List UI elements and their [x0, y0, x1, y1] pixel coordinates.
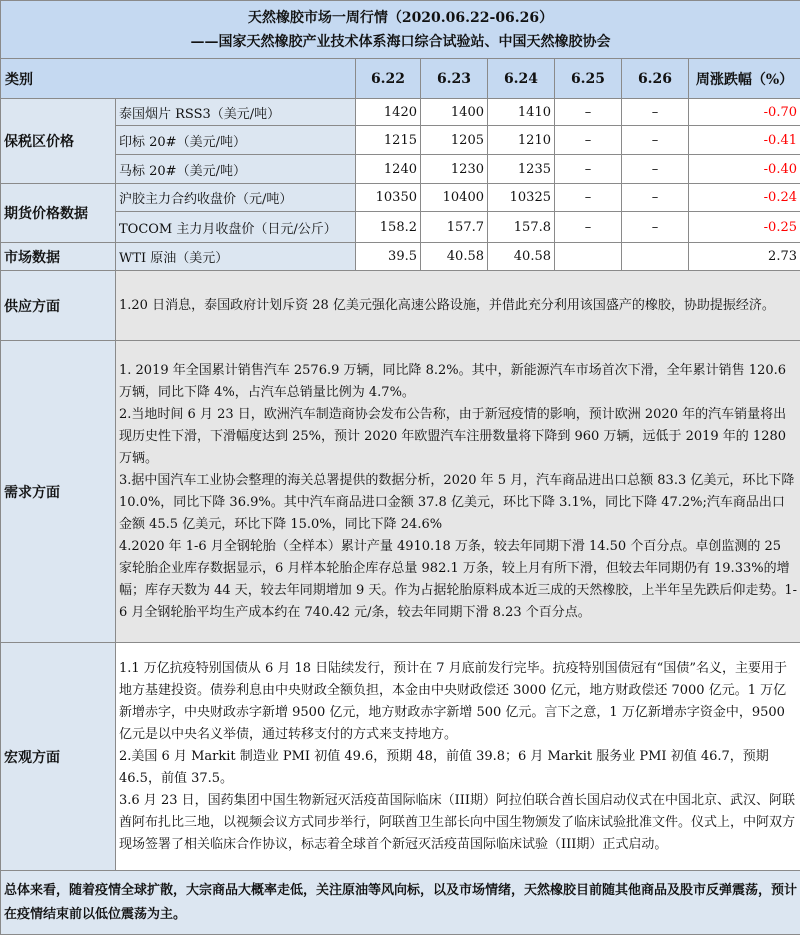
header-date: 6.26	[622, 59, 689, 99]
macro-row	[1, 643, 800, 871]
cell-change: -0.24	[689, 184, 800, 212]
cell-value: 10400	[421, 184, 488, 212]
section-futures: 期货价格数据	[1, 184, 116, 243]
cell-value: 10325	[488, 184, 555, 212]
header-date: 6.25	[555, 59, 622, 99]
cell-value	[555, 243, 622, 271]
demand-item: 1. 2019 年全国累计销售汽车 2576.9 万辆，同比降 8.2%。其中，新能源汽车市场首次下滑，全年累计销售 120.6 万辆，同比下降 4%，占汽车总销量比例为 4.7%。	[119, 362, 787, 400]
macro-item: 3.6 月 23 日，国药集团中国生物新冠灭活疫苗国际临床（III期）阿拉伯联合酋长国启动仪式在中国北京、武汉、阿联酋阿布扎比三地，以视频会议方式同步举行，阿联酋卫生部长向中国生物颁发了临床试验批准文件。仪式上，中阿双方现场签署了相关临床合作协议，标志着全球首个新冠灭活疫苗国际临床试验（III期）正式启动。	[119, 792, 796, 852]
supply-text: 1.20 日消息，泰国政府计划斥资 28 亿美元强化高速公路设施，并借此充分利用该国盛产的橡胶，协助提振经济。	[116, 271, 800, 341]
macro-item: 1.1 万亿抗疫特别国债从 6 月 18 日陆续发行，预计在 7 月底前发行完毕。抗疫特别国债冠有“国债”名义，主要用于地方基建投资。债券利息由中央财政全额负担，本金由中央财政偿还 3000 亿元，地方财政偿还 7000 亿元。1 万亿新增赤字，中央财政赤字新增 9500 亿元，地方财政赤字新增 500 亿元。言下之意，1 万亿新增赤字资金中，9500 亿元是以中央名义举债，通过转移支付的方式来支持地方。	[119, 660, 787, 742]
table-row	[1, 126, 800, 155]
cell-value: 39.5	[356, 243, 421, 271]
cell-change: -0.70	[689, 99, 800, 126]
cell-value: –	[622, 212, 689, 243]
cell-value: 157.8	[488, 212, 555, 243]
cell-value: –	[555, 155, 622, 184]
row-item: 印标 20#（美元/吨）	[116, 126, 356, 155]
header-category: 类别	[1, 59, 356, 99]
cell-value: –	[555, 126, 622, 155]
cell-change: -0.41	[689, 126, 800, 155]
cell-value: –	[622, 99, 689, 126]
cell-change: -0.25	[689, 212, 800, 243]
row-item: WTI 原油（美元）	[116, 243, 356, 271]
cell-value: 1410	[488, 99, 555, 126]
demand-row	[1, 341, 800, 643]
table-row	[1, 99, 800, 126]
macro-label: 宏观方面	[1, 643, 116, 871]
header-row	[1, 59, 800, 99]
cell-value: –	[622, 126, 689, 155]
demand-content	[116, 341, 800, 643]
header-date: 6.22	[356, 59, 421, 99]
supply-row	[1, 271, 800, 341]
header-date: 6.24	[488, 59, 555, 99]
cell-value: –	[622, 155, 689, 184]
demand-label: 需求方面	[1, 341, 116, 643]
row-item: 泰国烟片 RSS3（美元/吨）	[116, 99, 356, 126]
supply-label: 供应方面	[1, 271, 116, 341]
cell-value: 1205	[421, 126, 488, 155]
macro-item: 2.美国 6 月 Markit 制造业 PMI 初值 49.6，预期 48，前值 39.8；6 月 Markit 服务业 PMI 初值 46.7，预期 46.5，前值 37.5。	[119, 748, 769, 786]
report-subtitle: ——国家天然橡胶产业技术体系海口综合试验站、中国天然橡胶协会	[190, 33, 611, 50]
demand-item: 2.当地时间 6 月 23 日，欧洲汽车制造商协会发布公告称，由于新冠疫情的影响，预计欧洲 2020 年的汽车销量将出现历史性下滑，下滑幅度达到 25%，预计 2020 年欧盟汽车注册数量将下降到 960 万辆，远低于 2019 年的 1280 万辆。	[119, 406, 787, 466]
report-title: 天然橡胶市场一周行情（2020.06.22-06.26）	[247, 9, 554, 26]
cell-value: –	[555, 99, 622, 126]
table-row	[1, 155, 800, 184]
cell-value: 1240	[356, 155, 421, 184]
cell-change: -0.40	[689, 155, 800, 184]
cell-value: 40.58	[488, 243, 555, 271]
cell-value: –	[622, 184, 689, 212]
demand-item: 3.据中国汽车工业协会整理的海关总署提供的数据分析，2020 年 5 月，汽车商品进出口总额 83.3 亿美元，环比下降 10.0%，同比下降 36.9%。其中汽车商品进口金额 37.8 亿美元，环比下降 3.1%，同比下降 47.2%;汽车商品出口金额 45.5 亿美元，环比下降 15.0%，同比下降 24.6%	[119, 472, 795, 532]
table-row	[1, 212, 800, 243]
summary-row	[1, 871, 800, 935]
cell-value: 40.58	[421, 243, 488, 271]
section-bonded: 保税区价格	[1, 99, 116, 184]
row-item: 马标 20#（美元/吨）	[116, 155, 356, 184]
cell-value: 158.2	[356, 212, 421, 243]
cell-value: 10350	[356, 184, 421, 212]
macro-content	[116, 643, 800, 871]
title-row	[1, 1, 800, 59]
cell-value: –	[555, 184, 622, 212]
header-date: 6.23	[421, 59, 488, 99]
cell-value: –	[555, 212, 622, 243]
cell-value: 1215	[356, 126, 421, 155]
table-row	[1, 243, 800, 271]
demand-item: 4.2020 年 1-6 月全钢轮胎（全样本）累计产量 4910.18 万条，较去年同期下滑 14.50 个百分点。卓创监测的 25 家轮胎企业库存数据显示，6 月样本轮胎企库存总量 982.1 万条，较上月有所下滑，但较去年同期仍有 19.33%的增幅；库存天数为 44 天，较去年同期增加 9 天。作为占据轮胎原料成本近三成的天然橡胶，上半年呈先跌后仰走势。1-6 月全钢轮胎平均生产成本约在 740.42 元/条，较去年同期下滑 8.23 个百分点。	[119, 538, 798, 620]
cell-value: 157.7	[421, 212, 488, 243]
section-market: 市场数据	[1, 243, 116, 271]
cell-value: 1420	[356, 99, 421, 126]
cell-value: 1210	[488, 126, 555, 155]
cell-value: 1235	[488, 155, 555, 184]
row-item: 沪胶主力合约收盘价（元/吨）	[116, 184, 356, 212]
cell-value	[622, 243, 689, 271]
row-item: TOCOM 主力月收盘价（日元/公斤）	[116, 212, 356, 243]
header-change: 周涨跌幅（%）	[689, 59, 800, 99]
cell-value: 1400	[421, 99, 488, 126]
cell-change: 2.73	[689, 243, 800, 271]
summary-text: 总体来看，随着疫情全球扩散，大宗商品大概率走低，关注原油等风向标，以及市场情绪，天然橡胶目前随其他商品及股市反弹震荡，预计在疫情结束前以低位震荡为主。	[1, 871, 800, 935]
cell-value: 1230	[421, 155, 488, 184]
table-row	[1, 184, 800, 212]
